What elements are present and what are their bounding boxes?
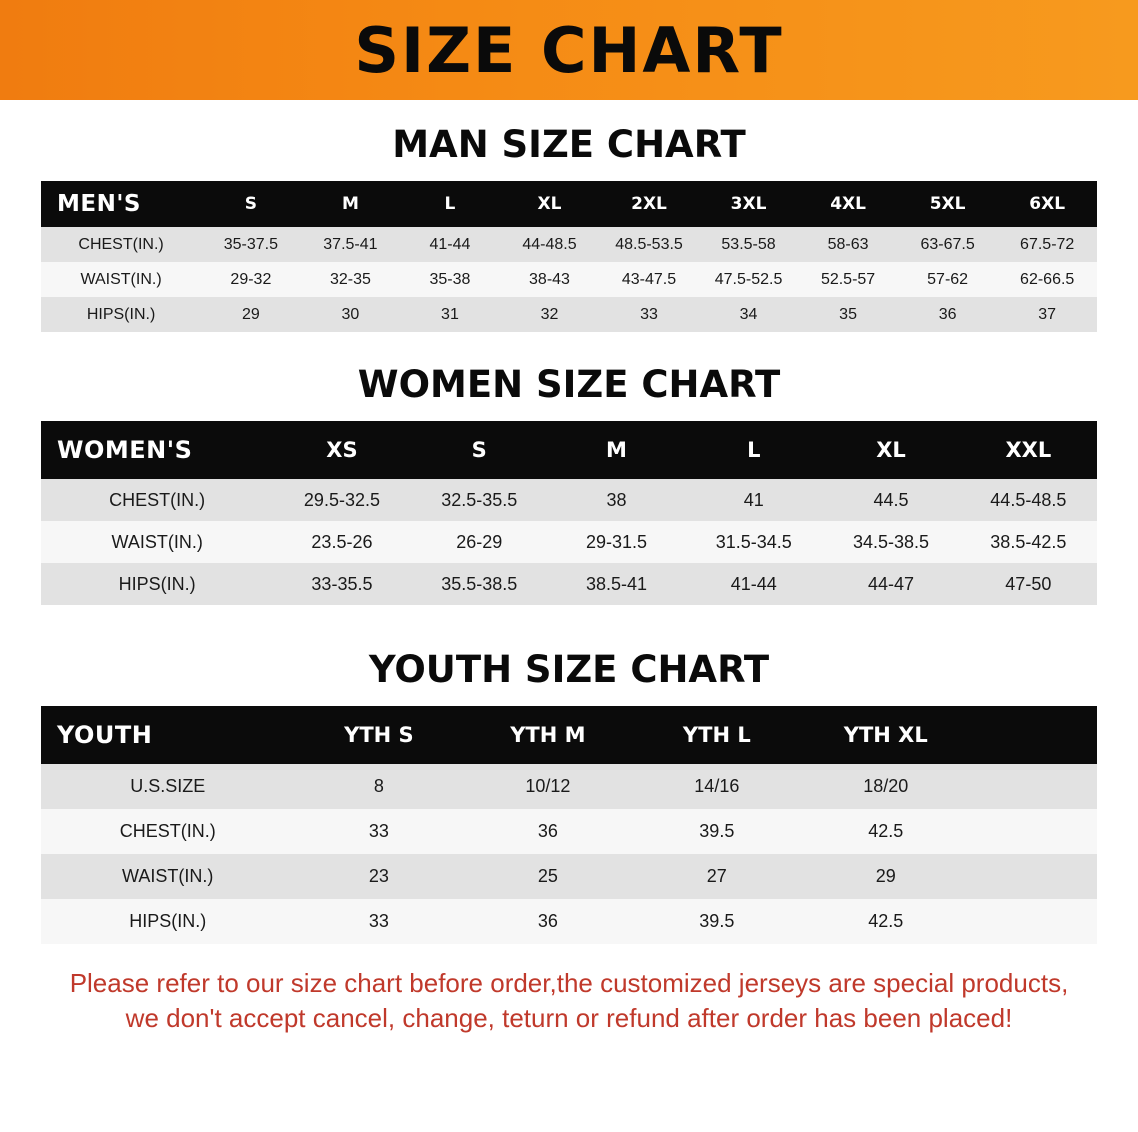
table-row — [41, 764, 1097, 809]
column-header: WOMEN'S — [41, 421, 273, 479]
row-label: WAIST(IN.) — [41, 262, 201, 297]
table-cell: 35 — [798, 297, 898, 332]
table-cell-empty — [970, 809, 1097, 854]
table-cell: 8 — [294, 764, 463, 809]
table-cell: 23.5-26 — [273, 521, 410, 563]
row-label: CHEST(IN.) — [41, 479, 273, 521]
row-label: WAIST(IN.) — [41, 521, 273, 563]
table-cell: 36 — [898, 297, 998, 332]
table-cell-empty — [970, 854, 1097, 899]
women-size-table — [41, 421, 1097, 605]
table-cell: 41-44 — [400, 227, 500, 262]
table-cell: 38-43 — [500, 262, 600, 297]
row-label: HIPS(IN.) — [41, 563, 273, 605]
table-cell: 42.5 — [801, 899, 970, 944]
table-row — [41, 899, 1097, 944]
table-cell: 29-31.5 — [548, 521, 685, 563]
column-header: S — [411, 421, 548, 479]
policy-note — [40, 966, 1098, 1036]
youth-section-heading: YOUTH SIZE CHART — [368, 648, 770, 691]
page-banner — [0, 0, 1138, 100]
table-cell: 29.5-32.5 — [273, 479, 410, 521]
policy-note-line-1: Please refer to our size chart before order,the customized jerseys are special products, — [69, 968, 1069, 998]
table-cell: 32 — [500, 297, 600, 332]
man-size-table — [41, 181, 1097, 332]
table-row — [41, 297, 1097, 332]
row-label: HIPS(IN.) — [41, 297, 201, 332]
table-cell: 29-32 — [201, 262, 301, 297]
column-header: M — [548, 421, 685, 479]
youth-size-table — [41, 706, 1097, 944]
table-cell: 57-62 — [898, 262, 998, 297]
table-cell: 33-35.5 — [273, 563, 410, 605]
table-cell: 48.5-53.5 — [599, 227, 699, 262]
table-cell: 33 — [294, 899, 463, 944]
table-cell: 47.5-52.5 — [699, 262, 799, 297]
row-label: WAIST(IN.) — [41, 854, 294, 899]
table-cell: 33 — [294, 809, 463, 854]
table-header-row — [41, 181, 1097, 227]
column-header: XXL — [960, 421, 1097, 479]
table-cell: 62-66.5 — [997, 262, 1097, 297]
table-cell: 25 — [463, 854, 632, 899]
column-header: L — [400, 181, 500, 227]
table-cell: 43-47.5 — [599, 262, 699, 297]
table-cell: 38.5-41 — [548, 563, 685, 605]
table-cell: 58-63 — [798, 227, 898, 262]
column-header: 2XL — [599, 181, 699, 227]
table-cell: 32.5-35.5 — [411, 479, 548, 521]
row-label: HIPS(IN.) — [41, 899, 294, 944]
column-header-spacer — [970, 706, 1097, 764]
table-cell: 39.5 — [632, 809, 801, 854]
table-cell: 63-67.5 — [898, 227, 998, 262]
youth-size-table-wrapper — [41, 706, 1097, 944]
table-cell: 26-29 — [411, 521, 548, 563]
table-cell: 44.5-48.5 — [960, 479, 1097, 521]
table-cell: 14/16 — [632, 764, 801, 809]
table-row — [41, 563, 1097, 605]
table-header-row — [41, 421, 1097, 479]
page-title: SIZE CHART — [354, 14, 784, 87]
table-cell: 52.5-57 — [798, 262, 898, 297]
table-row — [41, 854, 1097, 899]
table-row — [41, 227, 1097, 262]
table-cell: 10/12 — [463, 764, 632, 809]
table-cell: 37.5-41 — [301, 227, 401, 262]
man-section-heading: MAN SIZE CHART — [392, 123, 746, 166]
table-cell: 35.5-38.5 — [411, 563, 548, 605]
table-cell: 31 — [400, 297, 500, 332]
column-header: YTH M — [463, 706, 632, 764]
table-cell: 47-50 — [960, 563, 1097, 605]
column-header: 3XL — [699, 181, 799, 227]
table-cell: 33 — [599, 297, 699, 332]
table-row — [41, 809, 1097, 854]
column-header: XS — [273, 421, 410, 479]
table-cell: 31.5-34.5 — [685, 521, 822, 563]
table-cell: 36 — [463, 809, 632, 854]
table-cell: 35-37.5 — [201, 227, 301, 262]
column-header: MEN'S — [41, 181, 201, 227]
table-cell: 44-47 — [822, 563, 959, 605]
table-cell: 67.5-72 — [997, 227, 1097, 262]
table-cell: 41-44 — [685, 563, 822, 605]
table-cell: 44.5 — [822, 479, 959, 521]
women-size-table-wrapper — [41, 421, 1097, 605]
table-cell-empty — [970, 764, 1097, 809]
table-cell: 36 — [463, 899, 632, 944]
table-cell: 23 — [294, 854, 463, 899]
table-cell: 38.5-42.5 — [960, 521, 1097, 563]
row-label: U.S.SIZE — [41, 764, 294, 809]
table-cell: 34.5-38.5 — [822, 521, 959, 563]
table-cell: 29 — [201, 297, 301, 332]
man-size-table-wrapper — [41, 181, 1097, 332]
table-cell: 39.5 — [632, 899, 801, 944]
table-cell-empty — [970, 899, 1097, 944]
column-header: M — [301, 181, 401, 227]
table-cell: 18/20 — [801, 764, 970, 809]
column-header: YTH L — [632, 706, 801, 764]
column-header: 6XL — [997, 181, 1097, 227]
table-cell: 29 — [801, 854, 970, 899]
policy-note-line-2: we don't accept cancel, change, teturn or refund after order has been placed! — [125, 1003, 1013, 1034]
table-cell: 42.5 — [801, 809, 970, 854]
row-label: CHEST(IN.) — [41, 227, 201, 262]
table-cell: 35-38 — [400, 262, 500, 297]
table-cell: 38 — [548, 479, 685, 521]
table-cell: 53.5-58 — [699, 227, 799, 262]
column-header: YTH XL — [801, 706, 970, 764]
table-cell: 44-48.5 — [500, 227, 600, 262]
column-header: 4XL — [798, 181, 898, 227]
women-section-heading: WOMEN SIZE CHART — [357, 363, 781, 406]
column-header: 5XL — [898, 181, 998, 227]
table-cell: 30 — [301, 297, 401, 332]
table-row — [41, 262, 1097, 297]
table-cell: 27 — [632, 854, 801, 899]
column-header: XL — [500, 181, 600, 227]
table-row — [41, 479, 1097, 521]
table-cell: 41 — [685, 479, 822, 521]
table-cell: 34 — [699, 297, 799, 332]
table-header-row — [41, 706, 1097, 764]
column-header: YOUTH — [41, 706, 294, 764]
table-cell: 37 — [997, 297, 1097, 332]
table-row — [41, 521, 1097, 563]
row-label: CHEST(IN.) — [41, 809, 294, 854]
column-header: S — [201, 181, 301, 227]
table-cell: 32-35 — [301, 262, 401, 297]
column-header: XL — [822, 421, 959, 479]
column-header: YTH S — [294, 706, 463, 764]
column-header: L — [685, 421, 822, 479]
